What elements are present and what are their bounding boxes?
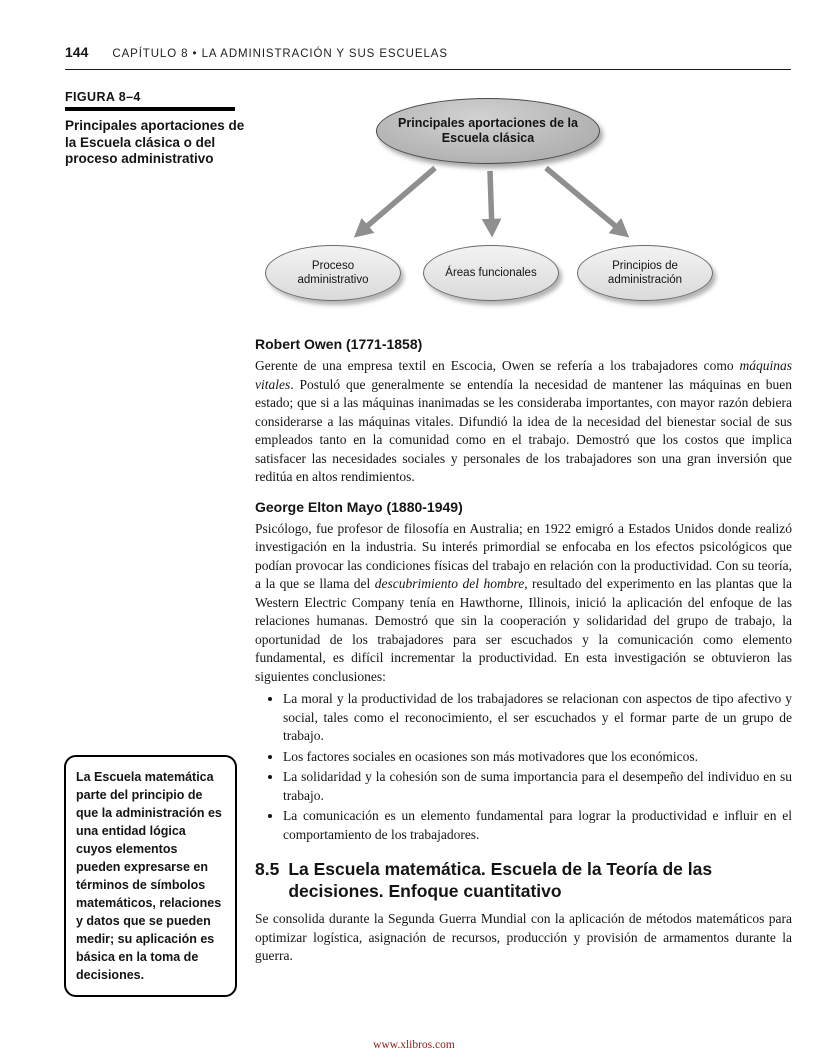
owen-heading: Robert Owen (1771-1858) [255,336,423,352]
arrow-icon [546,168,625,234]
diagram-node-proceso-administrativo: Proceso administrativo [265,245,401,301]
bullet-item: • La moral y la productividad de los trabajadores se relacionan con aspectos de tipo afectivo y social, tales como el reconocimiento, el ser escuchados y el formar parte de un grupo de trabajo. [283,690,792,746]
figure-label: FIGURA 8–4 [65,90,141,104]
figure-diagram [250,88,810,320]
owen-italic-term: máquinas vitales [255,358,792,392]
page-footer [0,1039,828,1051]
mayo-italic-term: descubrimiento del hombre [374,576,525,591]
mayo-text-2: , resultado del experimento en las plantas que la Western Electric Company tenía en Hawthorne, Illinois, inició la aplicación del enfoque de las relaciones humanas. Demostró que sin la cooperación y solidaridad del grupo de trabajo, la oportunidad de los trabajadores para ser escuchados y la comunicación como elemento fundamental, es difícil incrementar la productividad. En esta investigación se obtuvieron las siguientes conclusiones: [255,576,792,684]
diagram-node-areas-funcionales: Áreas funcionales [423,245,559,301]
mayo-heading: George Elton Mayo (1880-1949) [255,498,463,515]
main-text-column [255,336,792,966]
diagram-node-principios-administracion: Principios de administración [577,245,713,301]
page-number: 144 [65,44,89,60]
owen-paragraph [255,357,792,487]
sidenote-box [64,755,237,997]
diagram-root-node: Principales aportaciones de la Escuela clásica [376,98,600,164]
bullet-item: • La comunicación es un elemento fundamental para lograr la productividad e influir en el comportamiento de los trabajadores. [283,807,792,844]
chapter-title: CAPÍTULO 8 • LA ADMINISTRACIÓN Y SUS ESCUELAS [112,48,448,60]
bullet-item: • La solidaridad y la cohesión son de suma importancia para el desempeño del individuo en su trabajo. [283,768,792,805]
mayo-paragraph [255,520,792,687]
figure-caption: Principales aportaciones de la Escuela clásica o del proceso administrativo [65,118,245,166]
section-8-5-paragraph: Se consolida durante la Segunda Guerra Mundial con la aplicación de métodos matemáticos para optimizar logística, asignación de recursos, producción y provisión de armamentos durante la guerra. [255,911,792,963]
section-8-5-heading [255,858,792,902]
arrow-icon [490,171,492,232]
owen-text-2: . Postuló que generalmente se entendía la necesidad de mantener las máquinas en buen estado; que si a las máquinas inanimadas se les consideraba importantes, con mayor razón debiera considerarse a las máquinas vitales. Difundió la idea de la necesidad del bienestar social de sus empleados tanto en la comunidad como en el trabajo. Demostró que los costos que implica satisfacer las necesidades sociales y personales de los trabajadores son una gran inversión que reditúa en altos rendimientos. [255,376,792,484]
mayo-text-1: Psicólogo, fue profesor de filosofía en Australia; en 1922 emigró a Estados Unidos donde realizó investigación en la industria. Su interés primordial se enfocaba en los efectos psicológicos que podían provocar las condiciones físicas del trabajo en relación con la productividad. Con su teoría, a la que se llama del [255,520,792,591]
page-header [65,44,791,70]
arrow-icon [358,168,435,234]
owen-text-1: Gerente de una empresa textil en Escocia, Owen se refería a los trabajadores como [255,358,740,373]
figure-rule [65,107,235,111]
section-8-5-number: 8.5 [255,859,280,879]
bullet-item: • Los factores sociales en ocasiones son más motivadores que los económicos. [283,748,792,767]
sidenote-text: La Escuela matemática parte del principio de que la administración es una entidad lógica cuyos elementos pueden expresarse en términos de símbolos matemáticos, relaciones y datos que se pueden medir; su aplicación es básica en la toma de decisiones. [76,770,222,982]
conclusions-list [255,690,792,844]
footer-link[interactable]: www.xlibros.com [373,1039,455,1051]
section-8-5-title: La Escuela matemática. Escuela de la Teoría de las decisiones. Enfoque cuantitativo [288,859,713,901]
